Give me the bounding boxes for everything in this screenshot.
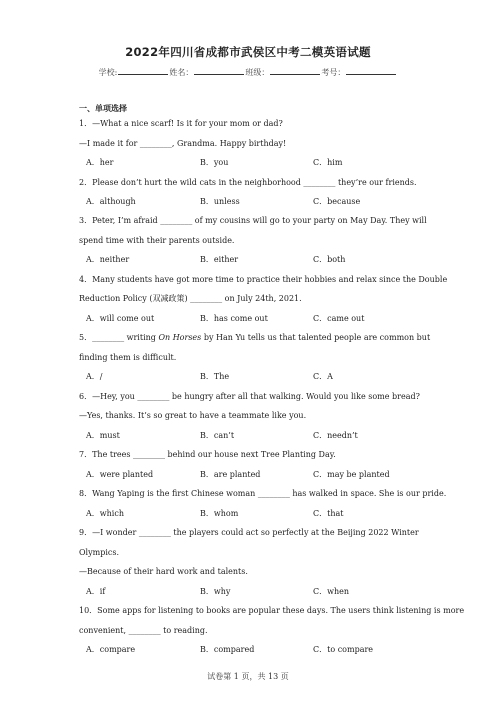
question-5-text-pre: 5．________ writing [79,333,159,342]
option-c: C．came out [313,314,365,323]
option-b: B．you [200,158,229,167]
option-a: A．compare [86,645,136,654]
page-title: 2022年四川省成都市武侯区中考二模英语试题 [125,45,371,59]
question-10-line-1: 10．Some apps for listening to books are popular these days. The users think listening is more [79,606,465,615]
question-7-line-1: 7．The trees ________ behind our house next Tree Planting Day. [79,450,336,459]
option-b: B．why [200,587,231,596]
question-6-line-1: 6．—Hey, you ________ be hungry after all that walking. Would you like some bread? [79,392,420,401]
question-2-line-1: 2．Please don’t hurt the wild cats in the neighborhood ________ they’re our friends. [79,178,417,187]
option-b: B．The [200,372,230,381]
question-1-line-1: 1．—What a nice scarf! Is it for your mom or dad? [79,119,283,128]
question-4-line-2: Reduction Policy (双减政策) ________ on July 24th, 2021. [79,294,302,303]
student-info-row [0,66,496,78]
question-5-line-2: finding them is difficult. [79,353,177,362]
option-a: A．if [86,587,106,596]
exam-number-blank [346,66,396,75]
question-9-line-3: —Because of their hard work and talents. [79,567,248,576]
question-3-line-2: spend time with their parents outside. [79,236,235,245]
question-10-line-2: convenient, ________ to reading. [79,626,208,635]
option-b: B．whom [200,509,239,518]
section-title: 一、单项选择 [79,104,127,113]
option-c: C．both [313,255,346,264]
question-6-line-2: —Yes, thanks. It’s so great to have a teammate like you. [79,411,307,420]
option-c: C．A [313,372,333,381]
option-a: A．must [86,431,120,440]
option-b: B．unless [200,197,240,206]
option-c: C．to compare [313,645,374,654]
book-title: On Horses [158,333,202,342]
class-blank [270,66,320,75]
option-b: B．either [200,255,239,264]
exam-number-label: 考号： [321,68,346,77]
question-4-line-1: 4．Many students have got more time to practice their hobbies and relax since the Double [79,275,448,284]
option-b: B．are planted [200,470,261,479]
question-5-line-1 [79,333,429,343]
option-b: B．has come out [200,314,268,323]
option-a: A．although [86,197,136,206]
option-a: A．her [86,158,114,167]
option-c: C．needn’t [313,431,358,440]
option-a: A．which [86,509,124,518]
option-a: A．/ [86,372,103,381]
name-blank [194,66,244,75]
question-8-line-1: 8．Wang Yaping is the first Chinese woman ________ has walked in space. She is our pride. [79,489,447,498]
option-b: B．compared [200,645,255,654]
question-1-line-2: —I made it for ________, Grandma. Happy birthday! [79,139,287,148]
page-footer: 试卷第 1 页，共 13 页 [207,672,289,681]
option-c: C．may be planted [313,470,390,479]
question-3-line-1: 3．Peter, I’m afraid ________ of my cousins will go to your party on May Day. They will [79,216,427,225]
option-c: C．when [313,587,350,596]
school-label: 学校: [98,68,118,77]
question-5-text-post: by Han Yu tells us that talented people are common but [201,333,431,342]
question-9-line-2: Olympics. [79,548,120,557]
class-label: 班级： [245,68,270,77]
option-b: B．can’t [200,431,235,440]
question-9-line-1: 9．—I wonder ________ the players could act so perfectly at the Beijing 2022 Winter [79,528,419,537]
name-label: 姓名： [169,68,194,77]
option-c: C．him [313,158,343,167]
option-a: A．were planted [86,470,154,479]
option-a: A．will come out [86,314,155,323]
option-a: A．neither [86,255,130,264]
school-blank [118,66,168,75]
option-c: C．that [313,509,344,518]
option-c: C．because [313,197,361,206]
